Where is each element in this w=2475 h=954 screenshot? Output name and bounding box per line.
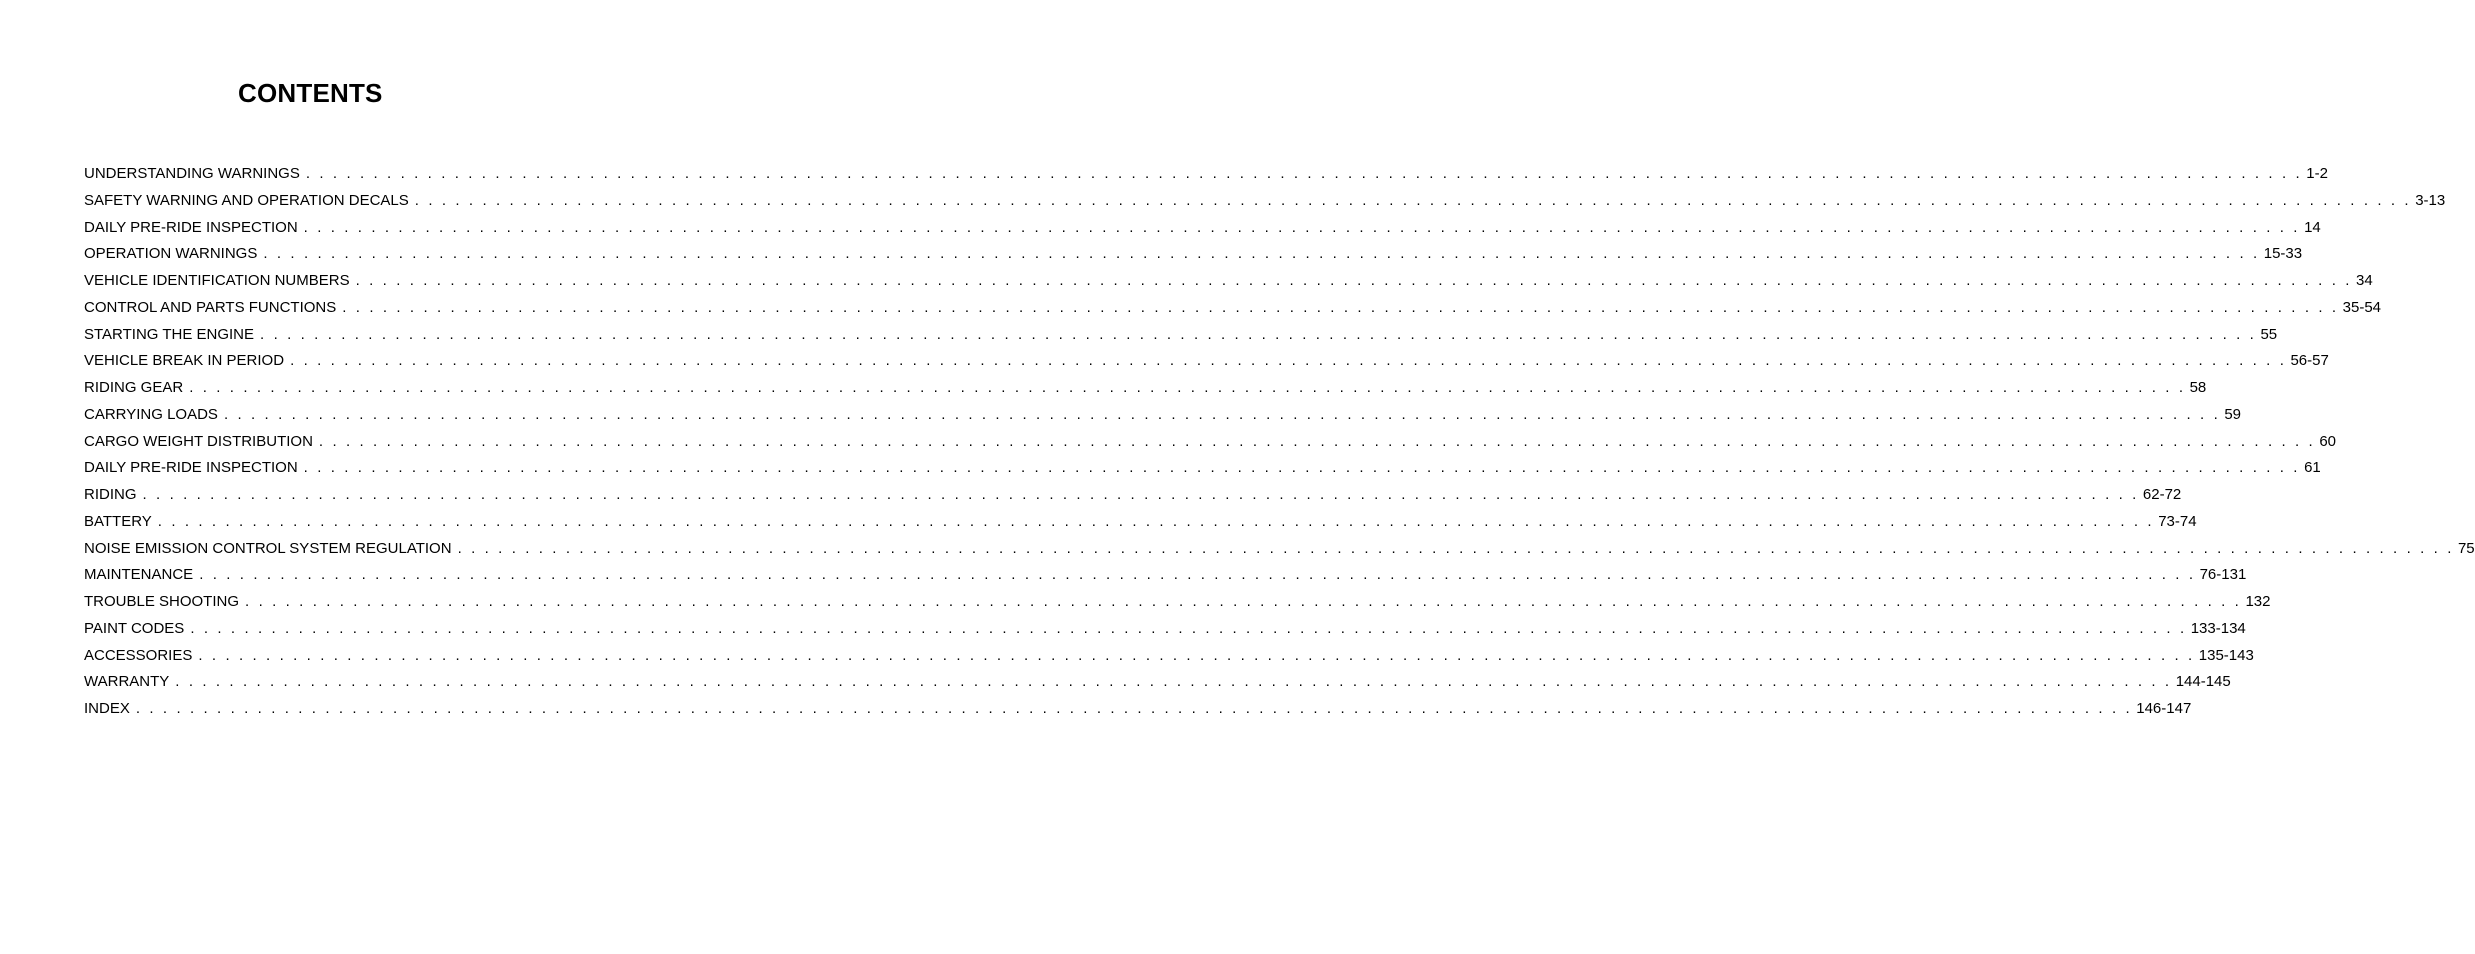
toc-dot-leader: . . . . . . . . . . . . . . . . . . . . . . . . . . . . . . . . . . . . . . . . . . . . . . . . . . . . . . . . . . . . . . . . . . . . . . . . . . . . . . . . . . . . . . . . . . . . . . . . . . . . . . . . . . . . . . . . . . . . . . . . . . . . . . . . . . . . . . . . . . . . . . . . . . . . (305, 165, 2303, 182)
toc-entry-page: 59 (2224, 405, 2242, 423)
toc-entry-daily-pre-ride-inspection-2[interactable] (84, 455, 2321, 482)
toc-entry-title: UNDERSTANDING WARNINGS (84, 165, 300, 182)
toc-entry-vehicle-break-in-period[interactable] (84, 348, 2329, 375)
toc-entry-title: OPERATION WARNINGS (84, 245, 258, 263)
toc-dot-leader: . . . . . . . . . . . . . . . . . . . . . . . . . . . . . . . . . . . . . . . . . . . . . . . . . . . . . . . . . . . . . . . . . . . . . . . . . . . . . . . . . . . . . . . . . . . . . . . . . . . . . . . . . . . . . . . . . . . . . . . . . . . . . . . . . . . . . . . . . . . . . . . . . . . . (318, 432, 2316, 450)
toc-dot-leader: . . . . . . . . . . . . . . . . . . . . . . . . . . . . . . . . . . . . . . . . . . . . . . . . . . . . . . . . . . . . . . . . . . . . . . . . . . . . . . . . . . . . . . . . . . . . . . . . . . . . . . . . . . . . . . . . . . . . . . . . . . . . . . . . . . . . . . . . . . . . . . . . . . . . (190, 619, 2187, 637)
toc-entry-title: NOISE EMISSION CONTROL SYSTEM REGULATION (84, 539, 452, 557)
toc-entry-page: 60 (2319, 432, 2336, 450)
toc-entry-title: CARGO WEIGHT DISTRIBUTION (84, 432, 313, 450)
toc-dot-leader: . . . . . . . . . . . . . . . . . . . . . . . . . . . . . . . . . . . . . . . . . . . . . . . . . . . . . . . . . . . . . . . . . . . . . . . . . . . . . . . . . . . . . . . . . . . . . . . . . . . . . . . . . . . . . . . . . . . . . . . . . . . . . . . . . . . . . . . . . . . . . . . . . . . . (223, 405, 2221, 423)
toc-entry-title: TROUBLE SHOOTING (84, 593, 240, 610)
toc-entry-riding[interactable] (84, 482, 2182, 509)
toc-entry-page: 62-72 (2142, 486, 2182, 503)
toc-entry-trouble-shooting[interactable] (84, 589, 2271, 616)
toc-entry-vehicle-identification-numbers[interactable] (84, 268, 2373, 295)
toc-entry-page: 146-147 (2136, 700, 2192, 717)
toc-entry-title: VEHICLE BREAK IN PERIOD (84, 352, 285, 370)
toc-entry-page: 135-143 (2198, 646, 2254, 664)
toc-dot-leader: . . . . . . . . . . . . . . . . . . . . . . . . . . . . . . . . . . . . . . . . . . . . . . . . . . . . . . . . . . . . . . . . . . . . . . . . . . . . . . . . . . . . . . . . . . . . . . . . . . . . . . . . . . . . . . . . . . . . . . . . . . . . . . . . . . . . . . . . . . . . . . . . . . . . (457, 539, 2454, 557)
toc-dot-leader: . . . . . . . . . . . . . . . . . . . . . . . . . . . . . . . . . . . . . . . . . . . . . . . . . . . . . . . . . . . . . . . . . . . . . . . . . . . . . . . . . . . . . . . . . . . . . . . . . . . . . . . . . . . . . . . . . . . . . . . . . . . . . . . . . . . . . . . . . . . . . . . . . . . . (189, 379, 2186, 396)
toc-entry-page: 55 (2260, 325, 2278, 343)
toc-dot-leader: . . . . . . . . . . . . . . . . . . . . . . . . . . . . . . . . . . . . . . . . . . . . . . . . . . . . . . . . . . . . . . . . . . . . . . . . . . . . . . . . . . . . . . . . . . . . . . . . . . . . . . . . . . . . . . . . . . . . . . . . . . . . . . . . . . . . . . . . . . . . . . . . . . . . (199, 566, 2196, 584)
toc-entry-title: DAILY PRE-RIDE INSPECTION (84, 459, 298, 477)
toc-entry-paint-codes[interactable] (84, 616, 2246, 643)
toc-entry-page: 35-54 (2342, 298, 2382, 316)
toc-entry-title: DAILY PRE-RIDE INSPECTION (84, 218, 298, 236)
toc-entry-maintenance[interactable] (84, 562, 2247, 589)
toc-entry-title: CARRYING LOADS (84, 405, 218, 423)
toc-entry-page: 73-74 (2158, 512, 2197, 530)
toc-entry-page: 34 (2356, 272, 2373, 289)
toc-entry-title: ACCESSORIES (84, 646, 193, 664)
toc-dot-leader: . . . . . . . . . . . . . . . . . . . . . . . . . . . . . . . . . . . . . . . . . . . . . . . . . . . . . . . . . . . . . . . . . . . . . . . . . . . . . . . . . . . . . . . . . . . . . . . . . . . . . . . . . . . . . . . . . . . . . . . . . . . . . . . . . . . . . . . . . . . . . . . . . . . . (303, 218, 2301, 236)
toc-entry-title: WARRANTY (84, 673, 170, 691)
toc-entry-page: 14 (2304, 218, 2321, 236)
toc-entry-title: VEHICLE IDENTIFICATION NUMBERS (84, 272, 350, 289)
toc-entry-control-and-parts-functions[interactable] (84, 295, 2382, 322)
toc-entry-page: 1-2 (2306, 165, 2328, 182)
toc-entry-title: MAINTENANCE (84, 566, 194, 584)
toc-entry-title: RIDING (84, 486, 137, 503)
toc-entry-accessories[interactable] (84, 643, 2254, 670)
toc-dot-leader: . . . . . . . . . . . . . . . . . . . . . . . . . . . . . . . . . . . . . . . . . . . . . . . . . . . . . . . . . . . . . . . . . . . . . . . . . . . . . . . . . . . . . . . . . . . . . . . . . . . . . . . . . . . . . . . . . . . . . . . . . . . . . . . . . . . . . . . . . . . . . . . . . . . . (355, 272, 2352, 289)
toc-dot-leader: . . . . . . . . . . . . . . . . . . . . . . . . . . . . . . . . . . . . . . . . . . . . . . . . . . . . . . . . . . . . . . . . . . . . . . . . . . . . . . . . . . . . . . . . . . . . . . . . . . . . . . . . . . . . . . . . . . . . . . . . . . . . . . . . . . . . . . . . . . . . . . . . . . . . (263, 245, 2260, 263)
toc-entry-safety-warning-decals[interactable] (84, 188, 2446, 215)
toc-dot-leader: . . . . . . . . . . . . . . . . . . . . . . . . . . . . . . . . . . . . . . . . . . . . . . . . . . . . . . . . . . . . . . . . . . . . . . . . . . . . . . . . . . . . . . . . . . . . . . . . . . . . . . . . . . . . . . . . . . . . . . . . . . . . . . . . . . . . . . . . . . . . . . . . . . . . (342, 298, 2339, 316)
toc-entry-riding-gear[interactable] (84, 375, 2207, 402)
toc-entry-page: 144-145 (2175, 673, 2231, 691)
toc-dot-leader: . . . . . . . . . . . . . . . . . . . . . . . . . . . . . . . . . . . . . . . . . . . . . . . . . . . . . . . . . . . . . . . . . . . . . . . . . . . . . . . . . . . . . . . . . . . . . . . . . . . . . . . . . . . . . . . . . . . . . . . . . . . . . . . . . . . . . . . . . . . . . . . . . . . . (198, 646, 2195, 664)
table-of-contents (84, 161, 2475, 723)
toc-entry-daily-pre-ride-inspection[interactable] (84, 215, 2321, 242)
toc-entry-title: INDEX (84, 700, 130, 717)
toc-entry-operation-warnings[interactable] (84, 241, 2303, 268)
toc-entry-page: 58 (2189, 379, 2207, 396)
toc-dot-leader: . . . . . . . . . . . . . . . . . . . . . . . . . . . . . . . . . . . . . . . . . . . . . . . . . . . . . . . . . . . . . . . . . . . . . . . . . . . . . . . . . . . . . . . . . . . . . . . . . . . . . . . . . . . . . . . . . . . . . . . . . . . . . . . . . . . . . . . . . . . . . . . . . . . . (303, 459, 2301, 477)
toc-entry-understanding-warnings[interactable] (84, 161, 2328, 188)
toc-entry-title: RIDING GEAR (84, 379, 184, 396)
toc-entry-page: 75 (2457, 539, 2475, 557)
toc-dot-leader: . . . . . . . . . . . . . . . . . . . . . . . . . . . . . . . . . . . . . . . . . . . . . . . . . . . . . . . . . . . . . . . . . . . . . . . . . . . . . . . . . . . . . . . . . . . . . . . . . . . . . . . . . . . . . . . . . . . . . . . . . . . . . . . . . . . . . . . . . . . . . . . . . . . . (175, 673, 2172, 691)
toc-dot-leader: . . . . . . . . . . . . . . . . . . . . . . . . . . . . . . . . . . . . . . . . . . . . . . . . . . . . . . . . . . . . . . . . . . . . . . . . . . . . . . . . . . . . . . . . . . . . . . . . . . . . . . . . . . . . . . . . . . . . . . . . . . . . . . . . . . . . . . . . . . . . . . . . . . . . (157, 512, 2155, 530)
toc-entry-starting-the-engine[interactable] (84, 322, 2278, 349)
toc-entry-title: BATTERY (84, 512, 152, 530)
toc-dot-leader: . . . . . . . . . . . . . . . . . . . . . . . . . . . . . . . . . . . . . . . . . . . . . . . . . . . . . . . . . . . . . . . . . . . . . . . . . . . . . . . . . . . . . . . . . . . . . . . . . . . . . . . . . . . . . . . . . . . . . . . . . . . . . . . . . . . . . . . . . . . . . . . . . . . . (260, 325, 2257, 343)
toc-dot-leader: . . . . . . . . . . . . . . . . . . . . . . . . . . . . . . . . . . . . . . . . . . . . . . . . . . . . . . . . . . . . . . . . . . . . . . . . . . . . . . . . . . . . . . . . . . . . . . . . . . . . . . . . . . . . . . . . . . . . . . . . . . . . . . . . . . . . . . . . . . . . . . . . . . . . (414, 191, 2412, 209)
toc-entry-cargo-weight-distribution[interactable] (84, 429, 2336, 456)
toc-entry-title: PAINT CODES (84, 619, 185, 637)
toc-dot-leader: . . . . . . . . . . . . . . . . . . . . . . . . . . . . . . . . . . . . . . . . . . . . . . . . . . . . . . . . . . . . . . . . . . . . . . . . . . . . . . . . . . . . . . . . . . . . . . . . . . . . . . . . . . . . . . . . . . . . . . . . . . . . . . . . . . . . . . . . . . . . . . . . . . . . (142, 486, 2139, 503)
toc-entry-title: SAFETY WARNING AND OPERATION DECALS (84, 191, 409, 209)
toc-dot-leader: . . . . . . . . . . . . . . . . . . . . . . . . . . . . . . . . . . . . . . . . . . . . . . . . . . . . . . . . . . . . . . . . . . . . . . . . . . . . . . . . . . . . . . . . . . . . . . . . . . . . . . . . . . . . . . . . . . . . . . . . . . . . . . . . . . . . . . . . . . . . . . . . . . . . (135, 700, 2133, 717)
toc-entry-battery[interactable] (84, 509, 2197, 536)
toc-entry-title: CONTROL AND PARTS FUNCTIONS (84, 298, 337, 316)
toc-entry-page: 133-134 (2190, 619, 2246, 637)
toc-entry-title: STARTING THE ENGINE (84, 325, 255, 343)
toc-dot-leader: . . . . . . . . . . . . . . . . . . . . . . . . . . . . . . . . . . . . . . . . . . . . . . . . . . . . . . . . . . . . . . . . . . . . . . . . . . . . . . . . . . . . . . . . . . . . . . . . . . . . . . . . . . . . . . . . . . . . . . . . . . . . . . . . . . . . . . . . . . . . . . . . . . . . (245, 593, 2242, 610)
toc-entry-page: 76-131 (2199, 566, 2247, 584)
toc-entry-carrying-loads[interactable] (84, 402, 2242, 429)
toc-dot-leader: . . . . . . . . . . . . . . . . . . . . . . . . . . . . . . . . . . . . . . . . . . . . . . . . . . . . . . . . . . . . . . . . . . . . . . . . . . . . . . . . . . . . . . . . . . . . . . . . . . . . . . . . . . . . . . . . . . . . . . . . . . . . . . . . . . . . . . . . . . . . . . . . . . . . (290, 352, 2287, 370)
toc-entry-page: 61 (2304, 459, 2321, 477)
toc-entry-noise-emission-control[interactable] (84, 536, 2475, 563)
toc-entry-warranty[interactable] (84, 669, 2231, 696)
page-title: CONTENTS (238, 78, 383, 108)
toc-entry-page: 15-33 (2263, 245, 2303, 263)
toc-entry-page: 3-13 (2415, 191, 2446, 209)
toc-entry-index[interactable] (84, 696, 2192, 723)
toc-entry-page: 56-57 (2290, 352, 2329, 370)
toc-entry-page: 132 (2245, 593, 2271, 610)
